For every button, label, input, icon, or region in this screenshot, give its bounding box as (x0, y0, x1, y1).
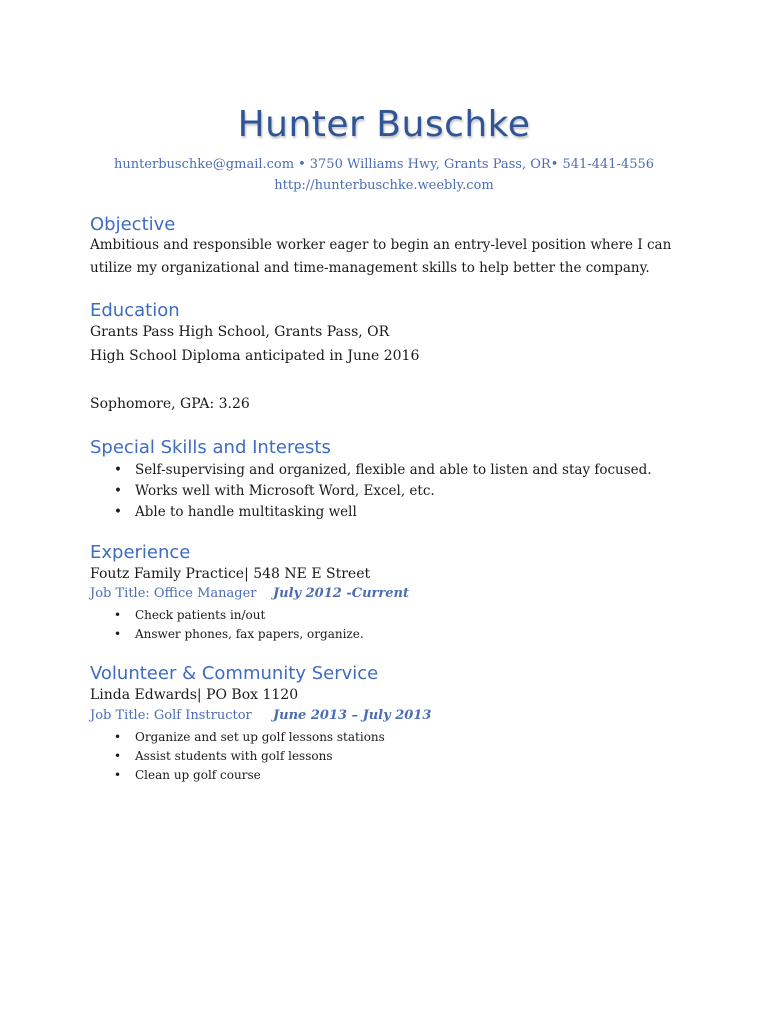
list-item: • Answer phones, fax papers, organize. (90, 625, 364, 644)
list-item: • Able to handle multitasking well (90, 502, 652, 523)
experience-duties-list (90, 606, 364, 644)
contact-line (0, 154, 768, 175)
skills-list (90, 460, 652, 523)
education-school: Grants Pass High School, Grants Pass, OR (90, 324, 390, 340)
contact-block (0, 154, 768, 196)
website-link[interactable]: http://hunterbuschke.weebly.com (274, 178, 494, 193)
objective-text: Ambitious and responsible worker eager to begin an entry-level position where I can utilize my organizational and time-management skills to help better the company. (90, 237, 672, 276)
volunteer-employer: Linda Edwards| PO Box 1120 (90, 687, 299, 703)
list-item: • Organize and set up golf lessons stations (90, 728, 385, 747)
skills-heading: Special Skills and Interests (90, 437, 331, 458)
education-standing: Sophomore, GPA: 3.26 (90, 396, 250, 412)
phone-text: 541-441-4556 (562, 157, 655, 172)
experience-job-title: Job Title: Office Manager (90, 586, 257, 601)
education-diploma: High School Diploma anticipated in June 2016 (90, 348, 420, 364)
experience-heading: Experience (90, 542, 191, 563)
list-item: • Assist students with golf lessons (90, 747, 385, 766)
list-item: • Works well with Microsoft Word, Excel, etc. (90, 481, 652, 502)
volunteer-dates: June 2013 – July 2013 (273, 708, 432, 723)
volunteer-duties-list (90, 728, 385, 785)
list-item: • Check patients in/out (90, 606, 364, 625)
email-link[interactable]: hunterbuschke@gmail.com (113, 157, 295, 172)
experience-employer: Foutz Family Practice| 548 NE E Street (90, 566, 371, 582)
separator-bullet: • (550, 157, 559, 172)
experience-dates: July 2012 -Current (273, 586, 409, 601)
address-text: 3750 Williams Hwy, Grants Pass, OR (309, 157, 551, 172)
list-item: • Self-supervising and organized, flexible and able to listen and stay focused. (90, 460, 652, 481)
education-heading: Education (90, 300, 180, 321)
objective-heading: Objective (90, 214, 176, 235)
list-item: • Clean up golf course (90, 766, 385, 785)
resume-name: Hunter Buschke (237, 104, 531, 145)
volunteer-heading: Volunteer & Community Service (90, 663, 379, 684)
volunteer-job-title: Job Title: Golf Instructor (90, 708, 252, 723)
separator-bullet: • (298, 157, 306, 172)
